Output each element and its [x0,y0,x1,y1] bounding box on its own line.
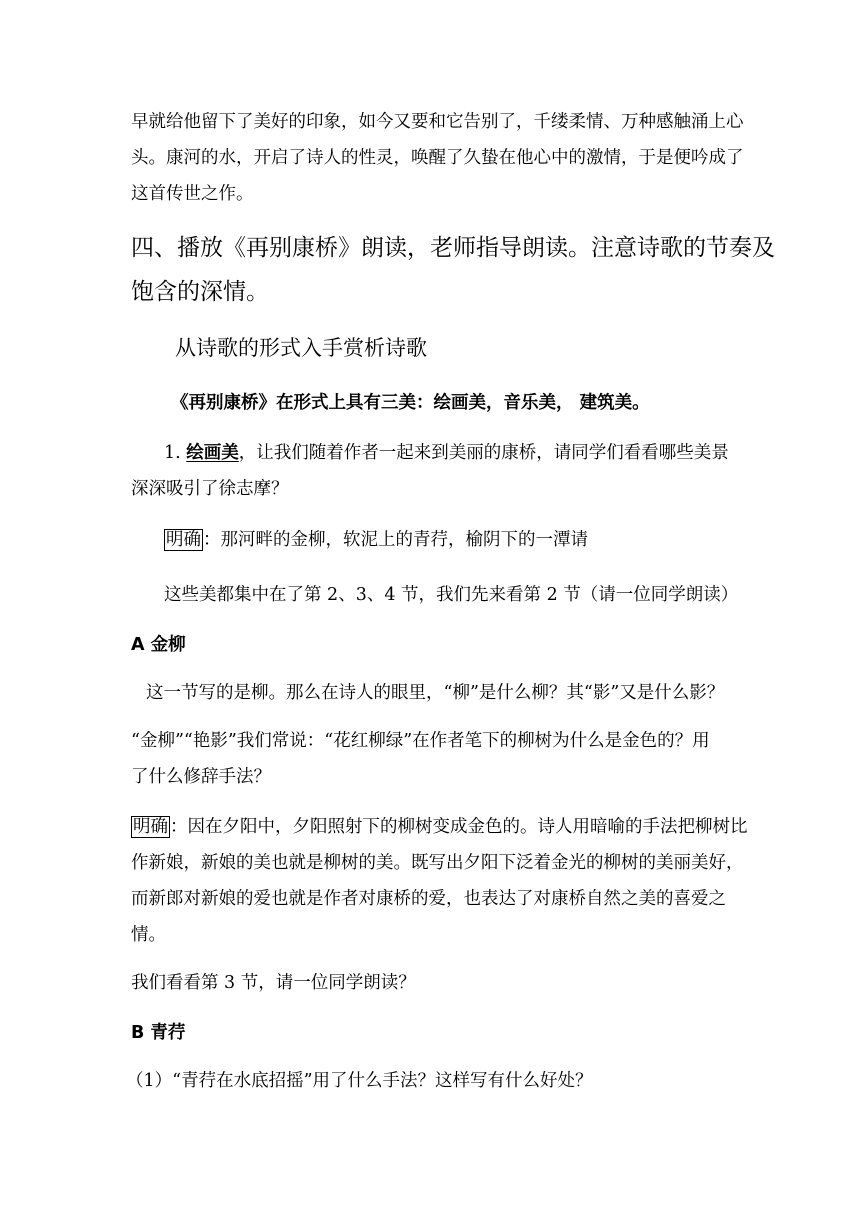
item-1-term: 绘画美 [186,443,239,463]
section-b-heading: B 青荇 [131,1023,186,1043]
section-a-heading: A 金柳 [131,635,186,655]
section-a-question-2-line-2: 了什么修辞手法？ [131,767,271,787]
three-beauties-statement: 《再别康桥》在形式上具有三美：绘画美，音乐美， 建筑美。 [171,393,650,413]
item-1-line-2: 深深吸引了徐志摩？ [131,479,289,499]
heading-section-4-line-1: 四、播放《再别康桥》朗读，老师指导朗读。注意诗歌的节奏及 [131,235,775,261]
answer-line-2: 作新娘，新娘的美也就是柳树的美。既写出夕阳下泛着金光的柳树的美丽美好， [131,853,744,873]
answer-line-3: 而新郎对新娘的爱也就是作者对康桥的爱，也表达了对康桥自然之美的喜爱之 [131,889,726,909]
item-1-line-1 [164,435,729,471]
mingque-1 [164,522,588,558]
focus-sections-line: 这些美都集中在了第 2、3、4 节，我们先来看第 2 节（请一位同学朗读） [164,585,739,605]
paragraph-intro-line-3: 这首传世之作。 [131,184,254,204]
section-3-prompt: 我们看看第 3 节，请一位同学朗读？ [131,973,416,993]
mingque-2-text: ：因在夕阳中，夕阳照射下的柳树变成金色的。诗人用暗喻的手法把柳树比 [170,817,748,837]
paragraph-intro-line-1: 早就给他留下了美好的印象，如今又要和它告别了，千缕柔情、万种感触涌上心 [131,112,744,132]
section-a-question-1: 这一节写的是柳。那么在诗人的眼里，“柳”是什么柳？其“影”又是什么影？ [146,683,725,703]
answer-line-4: 情。 [131,925,166,945]
mingque-label-box: 明确 [133,817,168,837]
subheading-form-analysis: 从诗歌的形式入手赏析诗歌 [175,336,427,360]
heading-section-4-line-2: 饱含的深情。 [131,279,269,305]
section-a-question-2-line-1: “金柳”“艳影”我们常说：“花红柳绿”在作者笔下的柳树为什么是金色的？用 [131,731,710,751]
mingque-2 [131,809,748,845]
paragraph-intro-line-2: 头。康河的水，开启了诗人的性灵，唤醒了久蛰在他心中的激情，于是便吟成了 [131,148,744,168]
item-1-number: 1. [164,443,181,463]
mingque-1-text: ：那河畔的金柳，软泥上的青荇，榆阴下的一潭请 [203,530,588,550]
item-1-text: ，让我们随着作者一起来到美丽的康桥，请同学们看看哪些美景 [238,443,729,463]
mingque-label-box: 明确 [166,530,201,550]
section-b-question-1: （1）“青荇在水底招摇”用了什么手法？这样写有什么好处？ [126,1071,593,1091]
